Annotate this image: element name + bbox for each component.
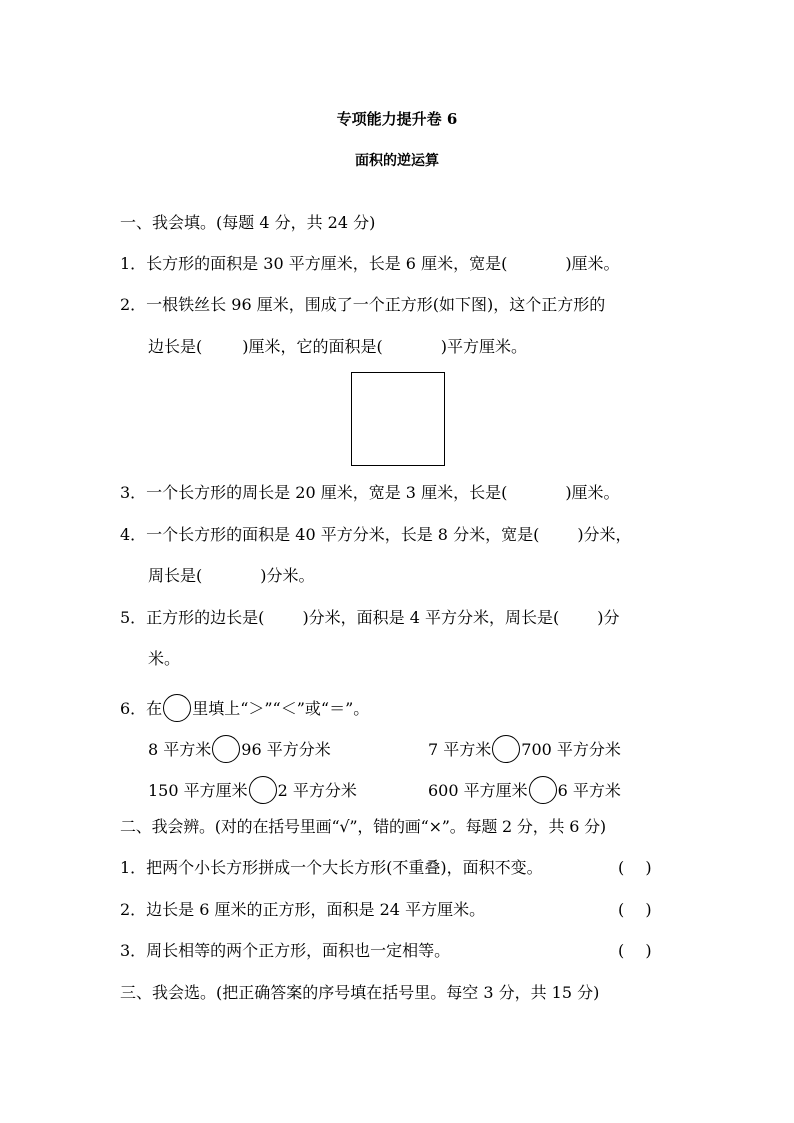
question-1-6: 6．在 里填上“＞”“＜”或“＝”。 (120, 694, 369, 722)
compare-circle-input[interactable] (492, 735, 520, 763)
question-2-1: 1．把两个小长方形拼成一个大长方形(不重叠)，面积不变。 (120, 858, 543, 877)
compare-circle-input[interactable] (212, 735, 240, 763)
question-1-1: 1．长方形的面积是 30 平方厘米，长是 6 厘米，宽是( )厘米。 (120, 254, 620, 273)
question-1-5-line1: 5．正方形的边长是( )分米，面积是 4 平方分米，周长是( )分 (120, 608, 620, 627)
judge-paren-3[interactable]: ( ) (618, 941, 652, 960)
compare-item-4: 600 平方厘米 6 平方米 (428, 776, 621, 804)
question-1-5-line2: 米。 (148, 649, 181, 668)
compare-circle-input[interactable] (249, 776, 277, 804)
page-title: 专项能力提升卷 6 (336, 110, 458, 128)
question-2-3: 3．周长相等的两个正方形，面积也一定相等。 (120, 941, 451, 960)
page-subtitle: 面积的逆运算 (355, 153, 439, 169)
question-1-4-line2: 周长是( )分米。 (148, 566, 315, 585)
section1-heading: 一、我会填。(每题 4 分，共 24 分) (120, 213, 376, 232)
question-1-2-line2: 边长是( )厘米，它的面积是( )平方厘米。 (148, 337, 527, 356)
section3-heading: 三、我会选。(把正确答案的序号填在括号里。每空 3 分，共 15 分) (120, 983, 600, 1002)
section2-heading: 二、我会辨。(对的在括号里画“√”，错的画“×”。每题 2 分，共 6 分) (120, 817, 606, 836)
compare-item-3: 150 平方厘米 2 平方分米 (148, 776, 357, 804)
question-1-2-line1: 2．一根铁丝长 96 厘米，围成了一个正方形(如下图)，这个正方形的 (120, 295, 606, 314)
compare-item-1: 8 平方米 96 平方分米 (148, 735, 331, 763)
compare-circle-input[interactable] (529, 776, 557, 804)
question-1-4-line1: 4．一个长方形的面积是 40 平方分米，长是 8 分米，宽是( )分米， (120, 525, 632, 544)
question-1-3: 3．一个长方形的周长是 20 厘米，宽是 3 厘米，长是( )厘米。 (120, 483, 620, 502)
square-figure (351, 372, 445, 466)
judge-paren-1[interactable]: ( ) (618, 858, 652, 877)
judge-paren-2[interactable]: ( ) (618, 900, 652, 919)
compare-item-2: 7 平方米 700 平方分米 (428, 735, 621, 763)
question-2-2: 2．边长是 6 厘米的正方形，面积是 24 平方厘米。 (120, 900, 486, 919)
circle-icon (163, 694, 191, 722)
